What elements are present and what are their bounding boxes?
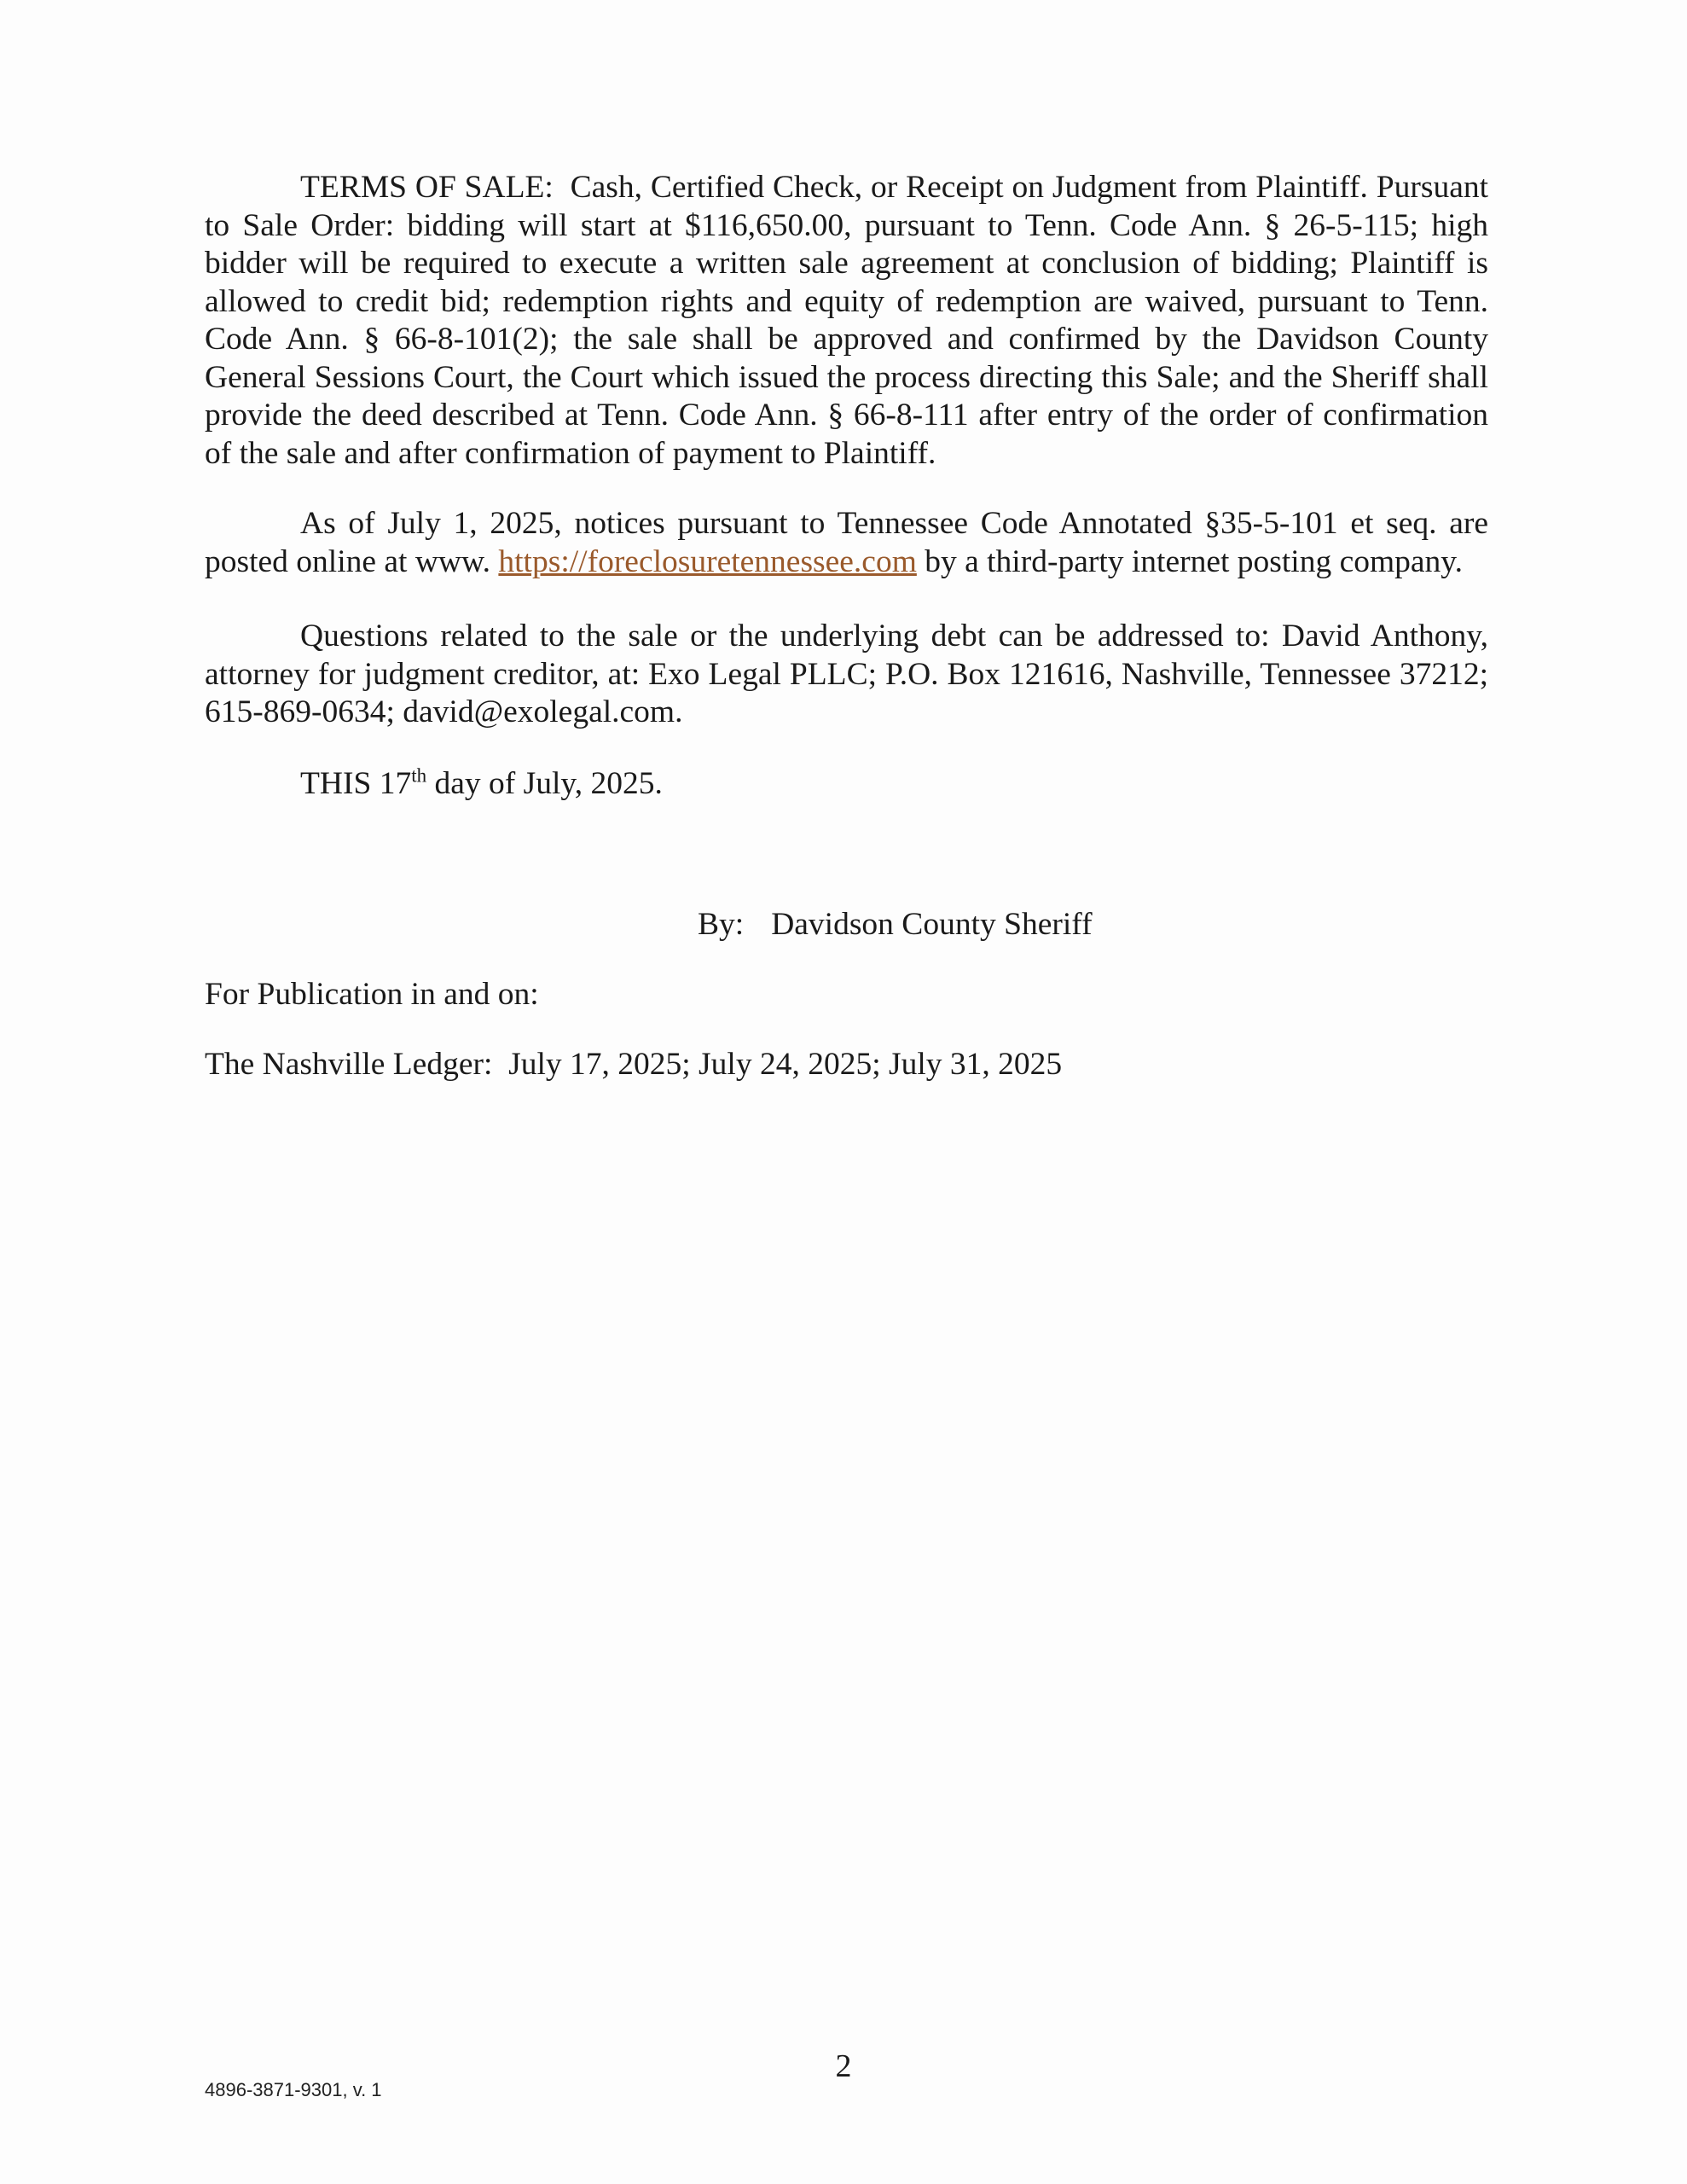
page-number: 2: [835, 2048, 852, 2084]
signature-block: [698, 906, 1093, 944]
dated-prefix: THIS 17: [300, 766, 412, 801]
dated-line: [300, 765, 663, 804]
online-notice-paragraph: [205, 505, 1488, 581]
signer-name: Davidson County Sheriff: [771, 907, 1093, 942]
questions-paragraph: [205, 618, 1488, 732]
by-label: By:: [698, 907, 745, 942]
questions-text: Questions related to the sale or the underlying debt can be addressed to: David Anthony, attorney for judgment creditor, at: Exo Legal PLLC; P.O. Box 121616, Nashville, Tennessee 37212; 615-869-0634; david@exolegal.com.: [205, 619, 1488, 729]
online-notice-text-after: by a third-party internet posting company.: [925, 543, 1463, 579]
terms-of-sale-text: Cash, Certified Check, or Receipt on Judgment from Plaintiff. Pursuant to Sale Order: bidding will start at $116,650.00, pursuant to Tenn. Code Ann. § 26-5-115; high bidder will be required to execute a written sale agreement at conclusion of bidding; Plaintiff is allowed to credit bid; redemption rights and equity of redemption are waived, pursuant to Tenn. Code Ann. § 66-8-101(2); the sale shall be approved and confirmed by the Davidson County General Sessions Court, the Court which issued the process directing this Sale; and the Sheriff shall provide the deed described at Tenn. Code Ann. § 66-8-111 after entry of the order of confirmation of the sale and after confirmation of payment to Plaintiff.: [205, 170, 1489, 471]
dated-superscript: th: [411, 764, 427, 787]
foreclosure-website-link[interactable]: https://foreclosuretennessee.com: [498, 543, 917, 579]
document-id: 4896-3871-9301, v. 1: [205, 2079, 382, 2100]
online-notice-text-before: As of July 1, 2025, notices pursuant to Tennessee Code Annotated §35-5-101 et seq. are posted online at www.: [205, 506, 1488, 579]
terms-of-sale-heading: TERMS OF SALE:: [300, 170, 554, 205]
terms-of-sale-paragraph: [205, 169, 1488, 473]
publication-dates-line: The Nashville Ledger: July 17, 2025; July 24, 2025; July 31, 2025: [205, 1047, 1063, 1082]
publication-label: For Publication in and on:: [205, 977, 539, 1012]
dated-suffix: day of July, 2025.: [434, 766, 663, 801]
